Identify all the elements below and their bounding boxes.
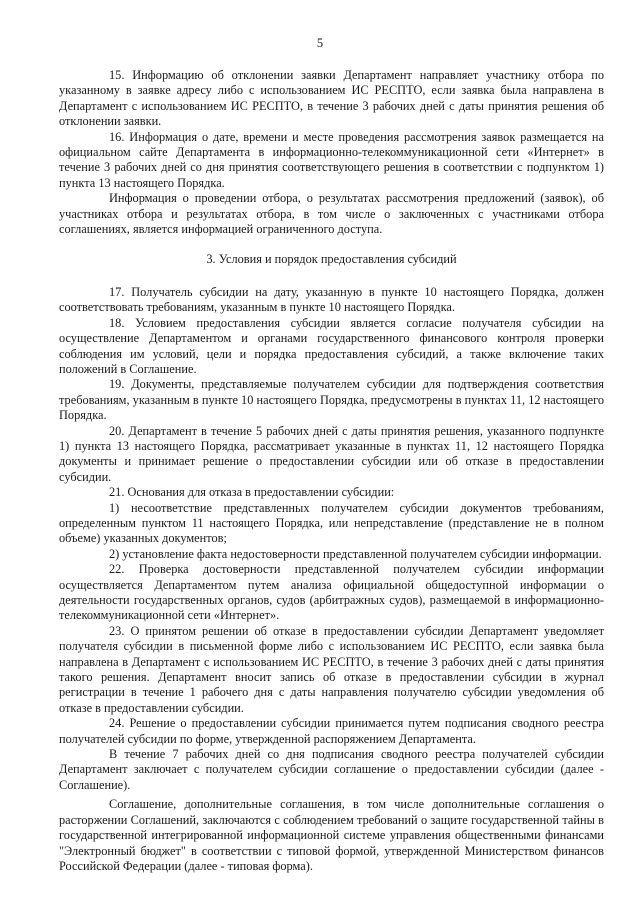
paragraph-info-access: Информация о проведении отбора, о результатах рассмотрения предложений (заявок), об участниках отбора и результатах отбора, в том числе о заключенных с участниками отбора соглашениях, является информацией ограниченного доступа. [59, 191, 604, 237]
paragraph-23: 23. О принятом решении об отказе в предоставлении субсидии Департамент уведомляет получателя субсидии в письменной форме либо с использованием ИС РЕСПТО, если заявка была направлена в Департамент с использованием ИС РЕСПТО, в течение 3 рабочих дней с даты принятия такого решения. Департамент вносит запись об отказе в предоставлении субсидии в журнал регистрации в течение 1 рабочего дня с даты направления получателю субсидии уведомления об отказе в предоставлении субсидии. [59, 623, 604, 715]
paragraph-24: 24. Решение о предоставлении субсидии принимается путем подписания сводного реестра получателей субсидии по форме, утвержденной распоряжением Департамента. [59, 716, 604, 746]
paragraph-24-term: В течение 7 рабочих дней со дня подписания сводного реестра получателей субсидии Департамент заключает с получателем субсидии соглашение о предоставлении субсидии (далее - Соглашение). [59, 747, 604, 792]
paragraph-15: 15. Информацию об отклонении заявки Департамент направляет участнику отбора по указанному в заявке адресу либо с использованием ИС РЕСПТО, если заявка была направлена в Департамент с использованием ИС РЕСПТО, в течение 3 рабочих дней с даты принятия решения об отклонении заявки. [59, 68, 604, 129]
section-heading: 3. Условия и порядок предоставления субсидий [206, 252, 457, 267]
paragraph-21-item-2: 2) установление факта недостоверности представленной получателем субсидии информации. [109, 546, 602, 561]
paragraph-19: 19. Документы, представляемые получателем субсидии для подтверждения соответствия требованиям, указанным в пункте 10 настоящего Порядка, предусмотрены в пунктах 11, 12 настоящего Порядка. [59, 377, 604, 423]
paragraph-18: 18. Условием предоставления субсидии является согласие получателя субсидии на осуществление Департаментом и органами государственного финансового контроля проверки соблюдения им условий, цели и порядка предоставления субсидий, а также включение таких положений в Соглашение. [59, 315, 604, 376]
paragraph-21: 21. Основания для отказа в предоставлении субсидии: [109, 485, 395, 500]
paragraph-16: 16. Информация о дате, времени и месте проведения рассмотрения заявок размещается на официальном сайте Департамента в информационно-телекоммуникационной сети «Интернет» в течение 3 рабочих дней со дня принятия соответствующего решения в соответствии с подпунктом 1) пункта 13 настоящего Порядка. [59, 129, 604, 190]
paragraph-20: 20. Департамент в течение 5 рабочих дней с даты принятия решения, указанного подпункте 1) пункта 13 настоящего Порядка, рассматривает указанные в пунктах 11, 12 настоящего Порядка документы и принимает решение о предоставлении субсидии или об отказе в предоставлении субсидии. [59, 423, 604, 484]
page-number: 5 [316, 36, 324, 50]
paragraph-21-item-1: 1) несоответствие представленных получателем субсидии документов требованиям, определенным пунктом 11 настоящего Порядка, или непредставление (представление не в полном объеме) указанных документов; [59, 500, 604, 546]
paragraph-22: 22. Проверка достоверности представленной получателем субсидии информации осуществляется Департаментом путем анализа официальной общедоступной информации о деятельности государственных органов, судов (арбитражных судов), размещаемой в информационно-телекоммуникационной сети «Интернет». [59, 562, 604, 623]
paragraph-agreements: Соглашение, дополнительные соглашения, в том числе дополнительные соглашения о расторжении Соглашений, заключаются с соблюдением требований о защите государственной тайны в государственной интегрированной информационной системе управления общественными финансами "Электронный бюджет" в соответствии с типовой формой, утвержденной Министерством финансов Российской Федерации (далее - типовая форма). [59, 797, 604, 873]
paragraph-17: 17. Получатель субсидии на дату, указанную в пункте 10 настоящего Порядка, должен соответствовать требованиям, указанным в пункте 10 настоящего Порядка. [59, 284, 604, 315]
document-body [59, 68, 604, 874]
